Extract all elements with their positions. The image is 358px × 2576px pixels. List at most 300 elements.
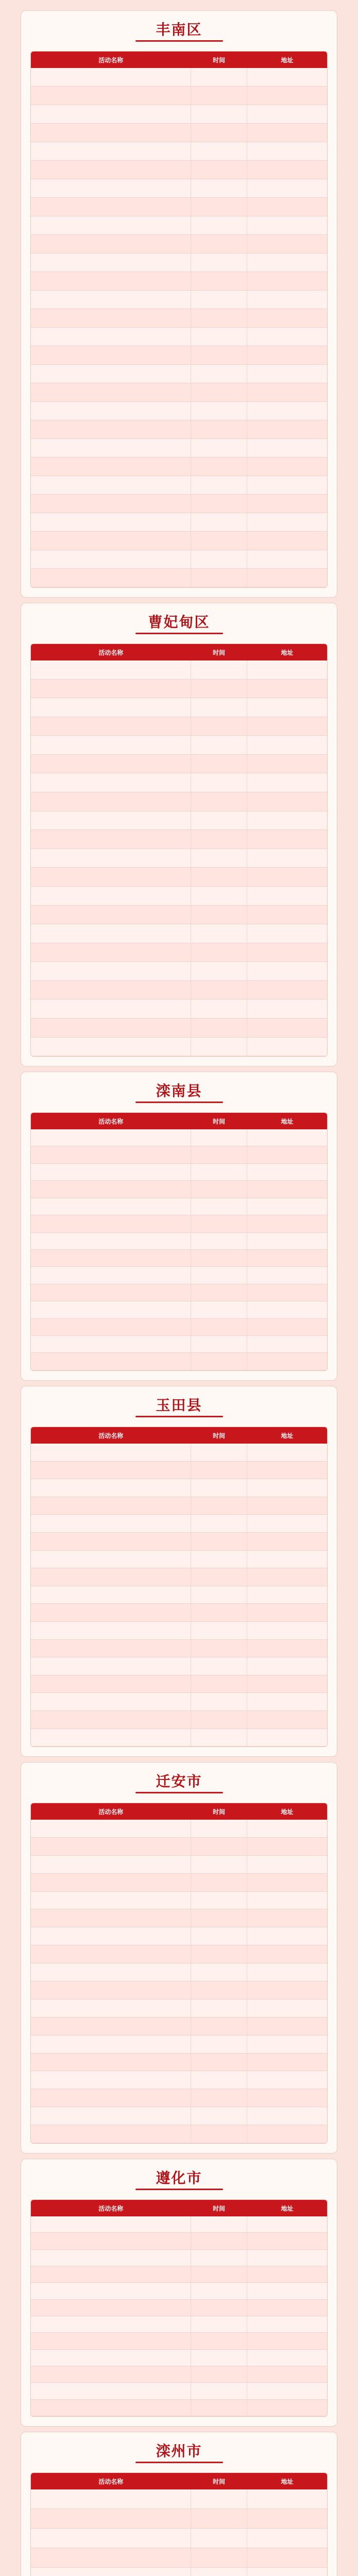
event-time xyxy=(191,698,247,717)
title-underline xyxy=(135,2189,223,2190)
table-row xyxy=(31,2071,327,2089)
event-name xyxy=(31,2350,191,2366)
table-header xyxy=(31,52,327,68)
section-title: 滦州市 xyxy=(21,2432,337,2468)
event-address xyxy=(247,1301,327,1318)
event-address xyxy=(247,1657,327,1675)
event-time xyxy=(191,2125,247,2143)
event-address xyxy=(247,2383,327,2399)
event-time xyxy=(191,1604,247,1621)
table-row xyxy=(31,2250,327,2266)
event-address xyxy=(247,736,327,754)
event-name xyxy=(31,2250,191,2266)
section-title: 玉田县 xyxy=(21,1386,337,1422)
event-address xyxy=(247,830,327,849)
event-time xyxy=(191,383,247,401)
event-time xyxy=(191,1336,247,1352)
event-name xyxy=(31,962,191,980)
event-name xyxy=(31,1945,191,1963)
event-address xyxy=(247,1999,327,2017)
table-row xyxy=(31,476,327,495)
event-address xyxy=(247,309,327,327)
event-time xyxy=(191,457,247,476)
event-name xyxy=(31,660,191,679)
event-time xyxy=(191,1675,247,1693)
event-name xyxy=(31,999,191,1018)
header-name: 活动名称 xyxy=(98,2205,124,2212)
event-time xyxy=(191,272,247,290)
table-row xyxy=(31,680,327,699)
table-row xyxy=(31,1533,327,1551)
event-name xyxy=(31,736,191,754)
event-time xyxy=(191,2250,247,2266)
table-row xyxy=(31,272,327,291)
event-time xyxy=(191,2071,247,2089)
event-name xyxy=(31,1146,191,1163)
event-address xyxy=(247,2529,327,2548)
table-row xyxy=(31,1909,327,1927)
event-address xyxy=(247,402,327,420)
event-address xyxy=(247,346,327,364)
event-time xyxy=(191,1164,247,1180)
event-time xyxy=(191,179,247,197)
event-name xyxy=(31,1586,191,1604)
table-row xyxy=(31,999,327,1019)
table-row xyxy=(31,2233,327,2249)
event-name xyxy=(31,1267,191,1283)
event-time xyxy=(191,2529,247,2548)
table-row xyxy=(31,2489,327,2509)
event-address xyxy=(247,161,327,179)
event-address xyxy=(247,1215,327,1232)
table-row xyxy=(31,2300,327,2316)
event-time xyxy=(191,2216,247,2232)
event-address xyxy=(247,1181,327,1197)
event-name xyxy=(31,1164,191,1180)
event-address xyxy=(247,962,327,980)
event-time xyxy=(191,2089,247,2107)
event-time xyxy=(191,1533,247,1550)
table-row xyxy=(31,495,327,513)
event-name xyxy=(31,161,191,179)
event-address xyxy=(247,439,327,457)
event-time xyxy=(191,1729,247,1747)
event-time xyxy=(191,2509,247,2528)
table-row xyxy=(31,235,327,253)
event-address xyxy=(247,943,327,962)
header-address: 地址 xyxy=(281,2205,294,2212)
event-name xyxy=(31,2316,191,2332)
event-name xyxy=(31,2366,191,2382)
table-row xyxy=(31,2316,327,2333)
event-address xyxy=(247,1198,327,1215)
event-name xyxy=(31,420,191,438)
event-time xyxy=(191,1657,247,1675)
event-name xyxy=(31,105,191,123)
event-time xyxy=(191,1820,247,1837)
event-name xyxy=(31,253,191,272)
event-name xyxy=(31,1551,191,1568)
event-time xyxy=(191,68,247,86)
event-address xyxy=(247,1622,327,1639)
event-name xyxy=(31,1892,191,1909)
event-time xyxy=(191,2568,247,2576)
events-table xyxy=(30,1427,328,1747)
table-row xyxy=(31,811,327,831)
event-name xyxy=(31,906,191,924)
event-name xyxy=(31,346,191,364)
event-time xyxy=(191,2400,247,2416)
event-name xyxy=(31,68,191,86)
event-address xyxy=(247,1820,327,1837)
event-time xyxy=(191,773,247,792)
header-name: 活动名称 xyxy=(98,649,124,656)
event-time xyxy=(191,2316,247,2332)
event-time xyxy=(191,87,247,105)
table-row xyxy=(31,1250,327,1267)
events-table xyxy=(30,2472,328,2576)
event-address xyxy=(247,2107,327,2125)
title-underline xyxy=(135,1416,223,1417)
table-row xyxy=(31,216,327,235)
event-name xyxy=(31,943,191,962)
event-time xyxy=(191,420,247,438)
event-address xyxy=(247,2300,327,2316)
event-address xyxy=(247,1874,327,1891)
table-row xyxy=(31,1215,327,1232)
event-address xyxy=(247,1711,327,1728)
table-row xyxy=(31,1693,327,1711)
event-name xyxy=(31,2216,191,2232)
table-row xyxy=(31,2283,327,2299)
event-address xyxy=(247,924,327,943)
event-name xyxy=(31,1729,191,1747)
table-row xyxy=(31,1479,327,1497)
event-address xyxy=(247,2054,327,2071)
event-address xyxy=(247,2018,327,2035)
table-row xyxy=(31,1319,327,1336)
event-address xyxy=(247,2316,327,2332)
table-row xyxy=(31,868,327,887)
header-address: 地址 xyxy=(281,1808,294,1816)
event-address xyxy=(247,792,327,811)
event-name xyxy=(31,235,191,253)
event-time xyxy=(191,680,247,698)
event-time xyxy=(191,439,247,457)
event-name xyxy=(31,383,191,401)
event-address xyxy=(247,2366,327,2382)
table-row xyxy=(31,1981,327,1999)
events-table xyxy=(30,643,328,1057)
table-row xyxy=(31,1892,327,1910)
table-row xyxy=(31,1820,327,1838)
event-name xyxy=(31,1479,191,1497)
event-time xyxy=(191,1146,247,1163)
table-row xyxy=(31,124,327,142)
event-address xyxy=(247,2125,327,2143)
event-time xyxy=(191,1462,247,1479)
table-row xyxy=(31,1038,327,1057)
event-time xyxy=(191,1711,247,1728)
event-name xyxy=(31,1568,191,1586)
header-time: 时间 xyxy=(213,1808,226,1816)
event-time xyxy=(191,513,247,531)
header-name: 活动名称 xyxy=(98,1117,124,1125)
section-luanzhou xyxy=(21,2432,337,2576)
event-name xyxy=(31,2383,191,2399)
event-name xyxy=(31,1838,191,1855)
event-name xyxy=(31,792,191,811)
table-row xyxy=(31,1019,327,1038)
event-address xyxy=(247,513,327,531)
event-name xyxy=(31,755,191,773)
event-name xyxy=(31,2089,191,2107)
header-time: 时间 xyxy=(213,2205,226,2212)
event-name xyxy=(31,680,191,698)
event-address xyxy=(247,1892,327,1909)
event-time xyxy=(191,365,247,383)
table-row xyxy=(31,1963,327,1981)
table-rows xyxy=(31,2489,327,2576)
table-row xyxy=(31,2089,327,2107)
event-address xyxy=(247,2333,327,2349)
header-time: 时间 xyxy=(213,1117,226,1125)
event-address xyxy=(247,457,327,476)
table-row xyxy=(31,1284,327,1301)
table-row xyxy=(31,1675,327,1693)
event-address xyxy=(247,1729,327,1747)
table-row xyxy=(31,2216,327,2233)
event-name xyxy=(31,773,191,792)
events-table xyxy=(30,2199,328,2417)
event-time xyxy=(191,1019,247,1037)
title-underline xyxy=(135,40,223,42)
table-row xyxy=(31,1551,327,1569)
table-row xyxy=(31,2107,327,2125)
table-rows xyxy=(31,660,327,1056)
event-address xyxy=(247,291,327,309)
event-time xyxy=(191,717,247,736)
table-row xyxy=(31,383,327,402)
table-row xyxy=(31,1945,327,1963)
table-header xyxy=(31,2200,327,2216)
event-time xyxy=(191,1963,247,1981)
event-address xyxy=(247,1479,327,1497)
table-row xyxy=(31,1999,327,2018)
event-address xyxy=(247,420,327,438)
event-name xyxy=(31,513,191,531)
event-time xyxy=(191,253,247,272)
header-address: 地址 xyxy=(281,1432,294,1439)
event-time xyxy=(191,830,247,849)
table-rows xyxy=(31,68,327,587)
event-address xyxy=(247,1250,327,1266)
header-time: 时间 xyxy=(213,56,226,64)
event-name xyxy=(31,981,191,999)
title-underline xyxy=(135,633,223,634)
table-row xyxy=(31,698,327,717)
event-name xyxy=(31,1233,191,1249)
table-row xyxy=(31,1301,327,1318)
section-title: 迁安市 xyxy=(21,1762,337,1799)
event-time xyxy=(191,1319,247,1335)
header-address: 地址 xyxy=(281,56,294,64)
section-caofeidian xyxy=(21,603,337,1066)
event-name xyxy=(31,2018,191,2035)
event-address xyxy=(247,550,327,568)
event-name xyxy=(31,1319,191,1335)
event-name xyxy=(31,698,191,717)
event-time xyxy=(191,1981,247,1999)
event-name xyxy=(31,887,191,905)
event-name xyxy=(31,2071,191,2089)
event-address xyxy=(247,1838,327,1855)
table-row xyxy=(31,2400,327,2416)
table-row xyxy=(31,68,327,87)
table-row xyxy=(31,849,327,868)
table-row xyxy=(31,179,327,198)
table-row xyxy=(31,1515,327,1533)
event-address xyxy=(247,698,327,717)
event-address xyxy=(247,1462,327,1479)
table-row xyxy=(31,830,327,849)
event-time xyxy=(191,2383,247,2399)
event-time xyxy=(191,1693,247,1710)
table-rows xyxy=(31,2216,327,2416)
header-name: 活动名称 xyxy=(98,1432,124,1439)
event-name xyxy=(31,1336,191,1352)
event-name xyxy=(31,216,191,234)
event-time xyxy=(191,2233,247,2249)
event-time xyxy=(191,142,247,160)
events-table xyxy=(30,1803,328,2144)
event-address xyxy=(247,868,327,886)
event-address xyxy=(247,1551,327,1568)
table-row xyxy=(31,2036,327,2054)
event-name xyxy=(31,1515,191,1532)
event-address xyxy=(247,2350,327,2366)
header-time: 时间 xyxy=(213,649,226,656)
event-name xyxy=(31,2125,191,2143)
event-time xyxy=(191,2107,247,2125)
event-time xyxy=(191,1927,247,1945)
event-time xyxy=(191,1038,247,1056)
table-row xyxy=(31,773,327,792)
table-row xyxy=(31,2568,327,2576)
event-time xyxy=(191,550,247,568)
table-row xyxy=(31,1462,327,1480)
event-name xyxy=(31,2568,191,2576)
event-time xyxy=(191,868,247,886)
table-row xyxy=(31,1586,327,1604)
event-time xyxy=(191,2366,247,2382)
event-name xyxy=(31,830,191,849)
table-row xyxy=(31,1927,327,1945)
event-address xyxy=(247,532,327,550)
event-name xyxy=(31,1198,191,1215)
event-time xyxy=(191,2548,247,2567)
event-time xyxy=(191,906,247,924)
event-time xyxy=(191,1284,247,1301)
event-address xyxy=(247,1129,327,1146)
event-name xyxy=(31,1981,191,1999)
event-address xyxy=(247,2509,327,2528)
header-time: 时间 xyxy=(213,1432,226,1439)
table-row xyxy=(31,2054,327,2072)
event-name xyxy=(31,1497,191,1515)
event-time xyxy=(191,569,247,587)
event-name xyxy=(31,1820,191,1837)
event-name xyxy=(31,1533,191,1550)
event-name xyxy=(31,1675,191,1693)
event-name xyxy=(31,1181,191,1197)
event-address xyxy=(247,1267,327,1283)
event-name xyxy=(31,291,191,309)
table-rows xyxy=(31,1444,327,1747)
event-name xyxy=(31,457,191,476)
event-address xyxy=(247,1693,327,1710)
table-row xyxy=(31,906,327,925)
event-time xyxy=(191,736,247,754)
table-row xyxy=(31,717,327,736)
event-address xyxy=(247,1336,327,1352)
event-time xyxy=(191,532,247,550)
event-name xyxy=(31,1927,191,1945)
event-address xyxy=(247,2250,327,2266)
event-name xyxy=(31,569,191,587)
table-row xyxy=(31,1568,327,1586)
table-header xyxy=(31,2473,327,2489)
table-row xyxy=(31,253,327,272)
table-row xyxy=(31,736,327,755)
event-name xyxy=(31,87,191,105)
event-name xyxy=(31,365,191,383)
event-address xyxy=(247,1927,327,1945)
event-time xyxy=(191,1233,247,1249)
table-row xyxy=(31,1353,327,1370)
event-time xyxy=(191,2300,247,2316)
table-row xyxy=(31,660,327,680)
event-name xyxy=(31,1963,191,1981)
event-name xyxy=(31,1038,191,1056)
header-address: 地址 xyxy=(281,649,294,656)
table-row xyxy=(31,105,327,124)
event-name xyxy=(31,924,191,943)
event-name xyxy=(31,2036,191,2053)
event-time xyxy=(191,198,247,216)
event-time xyxy=(191,1444,247,1461)
table-row xyxy=(31,981,327,1000)
event-time xyxy=(191,1515,247,1532)
table-row xyxy=(31,161,327,179)
table-row xyxy=(31,291,327,309)
event-address xyxy=(247,476,327,494)
event-address xyxy=(247,755,327,773)
event-name xyxy=(31,1874,191,1891)
event-time xyxy=(191,476,247,494)
event-name xyxy=(31,849,191,868)
event-name xyxy=(31,1462,191,1479)
event-time xyxy=(191,1586,247,1604)
table-row xyxy=(31,457,327,476)
table-row xyxy=(31,1657,327,1675)
table-row xyxy=(31,792,327,811)
event-name xyxy=(31,1301,191,1318)
event-address xyxy=(247,1909,327,1927)
table-row xyxy=(31,1233,327,1250)
event-time xyxy=(191,1497,247,1515)
event-name xyxy=(31,1129,191,1146)
